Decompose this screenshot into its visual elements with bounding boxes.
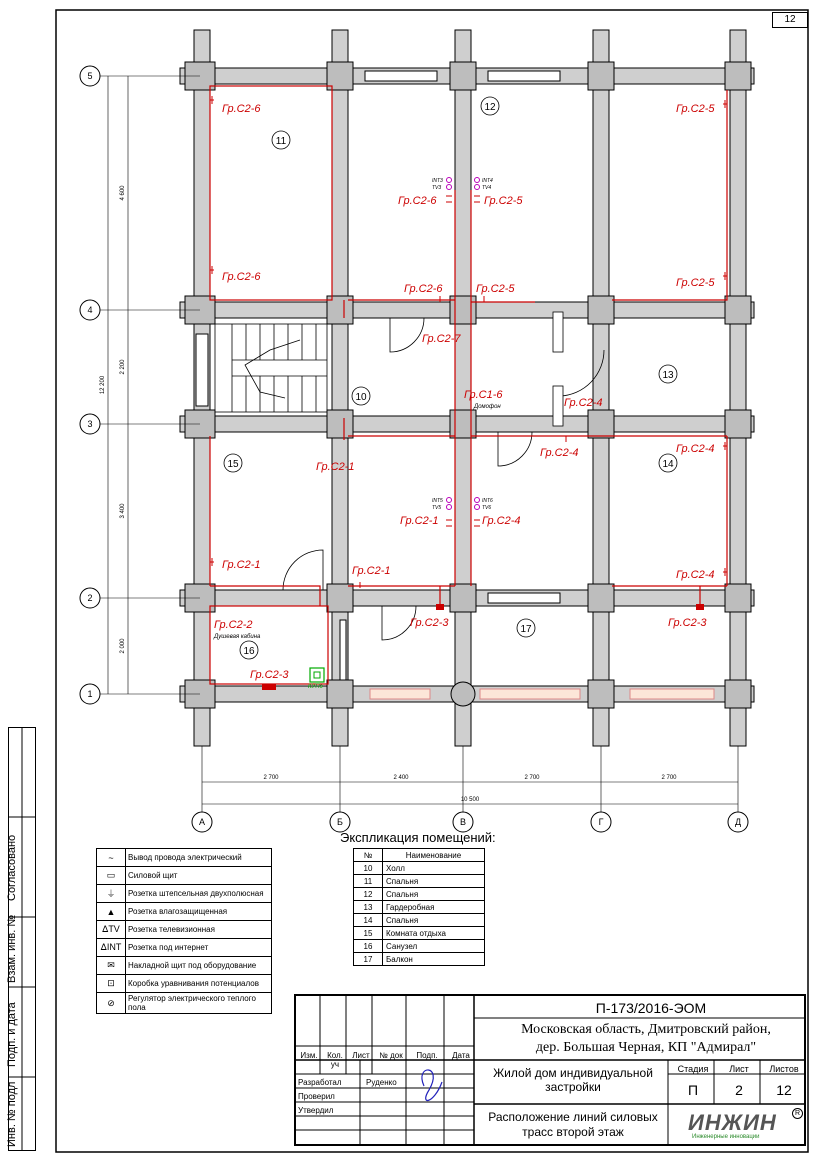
explication-row xyxy=(354,940,485,953)
power-panel-icon: ▭ xyxy=(97,867,126,885)
label-gr-c2-5-a: Гр.С2-5 xyxy=(676,103,715,115)
role-developer: Разработал xyxy=(298,1078,342,1087)
floor-heating-icon: ⊘ xyxy=(97,993,126,1014)
label-gr-c2-4-d: Гр.С2-4 xyxy=(482,515,521,527)
room-15: 15 xyxy=(227,459,239,470)
room-name-cell: Балкон xyxy=(383,953,485,966)
legend-text: Розетка влагозащищенная xyxy=(126,903,272,921)
address-line-1: Московская область, Дмитровский район, xyxy=(521,1022,771,1037)
legend-text: Розетка штепсельная двухполюсная xyxy=(126,885,272,903)
legend-text: Розетка под интернет xyxy=(126,939,272,957)
label-int4: INT4 xyxy=(482,178,493,184)
label-gr-c2-4-a: Гр.С2-4 xyxy=(564,397,603,409)
stage-value: П xyxy=(687,1082,699,1098)
room-14: 14 xyxy=(662,459,674,470)
sheet-value: 2 xyxy=(735,1082,743,1098)
room-number-cell: 14 xyxy=(354,914,383,927)
explication-row xyxy=(354,953,485,966)
dim-h-2: 2 400 xyxy=(393,775,409,781)
dim-h-total: 10 500 xyxy=(460,797,480,803)
sidebar-inv-no: Инв. № подл xyxy=(6,1081,18,1147)
dim-v-4: 2 000 xyxy=(120,638,126,654)
stage-header: Стадия xyxy=(677,1064,709,1074)
explication-row xyxy=(354,888,485,901)
company-logo: ИНЖИН xyxy=(688,1110,777,1135)
legend-text: Регулятор электрического теплого пола xyxy=(126,993,272,1014)
legend-row xyxy=(97,921,272,939)
label-gr-c2-6-d: Гр.С2-6 xyxy=(404,283,443,295)
socket-double-icon: ⏚ xyxy=(97,885,126,903)
internet-socket-icon: ᐃINT xyxy=(97,939,126,957)
dim-v-3: 3 400 xyxy=(120,503,126,519)
label-kup: КУПэ xyxy=(308,684,323,690)
label-gr-c2-1-b: Гр.С2-1 xyxy=(400,515,439,527)
walls xyxy=(180,30,754,746)
axis-row-2: 2 xyxy=(87,593,93,603)
label-tv6: TV6 xyxy=(482,505,492,511)
label-gr-c2-1-c: Гр.С2-1 xyxy=(222,559,261,571)
sheet-number: 12 xyxy=(772,12,808,28)
legend-row xyxy=(97,939,272,957)
label-int5: INT5 xyxy=(432,498,443,504)
tv-socket-icon: ᐃTV xyxy=(97,921,126,939)
stairs xyxy=(215,324,327,412)
label-gr-c2-3-b: Гр.С2-3 xyxy=(410,617,449,629)
room-12: 12 xyxy=(484,102,496,113)
dim-v-1: 4 600 xyxy=(120,185,126,201)
label-gr-c1-6: Гр.С1-6 xyxy=(464,389,503,401)
label-gr-c2-5-d: Гр.С2-5 xyxy=(476,283,515,295)
legend-row xyxy=(97,849,272,867)
dim-v-total: 12 200 xyxy=(100,375,106,395)
room-number-cell: 15 xyxy=(354,927,383,940)
label-shower: Душевая кабина xyxy=(214,634,261,640)
explication-row xyxy=(354,875,485,888)
object-title: Жилой дом индивидуальной застройки xyxy=(493,1066,653,1094)
stamp-header-change: Изм. xyxy=(300,1051,318,1060)
axis-row-3: 3 xyxy=(87,419,93,429)
developer-name: Руденко xyxy=(366,1078,397,1087)
legend-row xyxy=(97,993,272,1014)
label-gr-c2-6-a: Гр.С2-6 xyxy=(222,103,261,115)
room-16: 16 xyxy=(243,646,255,657)
explication-title: Экспликация помещений: xyxy=(340,830,496,845)
axis-row-1: 1 xyxy=(87,689,93,699)
label-gr-c2-3-a: Гр.С2-3 xyxy=(250,669,289,681)
room-10: 10 xyxy=(355,392,367,403)
label-gr-c2-5-b: Гр.С2-5 xyxy=(676,277,715,289)
room-number-cell: 16 xyxy=(354,940,383,953)
legend-row xyxy=(97,903,272,921)
dim-h-3: 2 700 xyxy=(524,775,540,781)
explication-row xyxy=(354,901,485,914)
axis-col-a: А xyxy=(198,817,206,827)
registered-mark: R xyxy=(792,1108,803,1119)
room-name-cell: Спальня xyxy=(383,875,485,888)
legend-row xyxy=(97,885,272,903)
room-name-cell: Гардеробная xyxy=(383,901,485,914)
room-number-cell: 12 xyxy=(354,888,383,901)
explication-header-name: Наименование xyxy=(383,849,485,862)
explication-row xyxy=(354,927,485,940)
company-tagline: Инженерные инновации xyxy=(692,1134,760,1140)
room-name-cell: Холл xyxy=(383,862,485,875)
legend-row xyxy=(97,957,272,975)
axis-row-5: 5 xyxy=(87,71,93,81)
address-line-2: дер. Большая Черная, КП "Адмирал" xyxy=(535,1040,757,1055)
stamp-header-count: Кол. уч xyxy=(327,1051,343,1069)
sheets-value: 12 xyxy=(776,1082,792,1098)
drawing-title: Расположение линий силовых трасс второй этаж xyxy=(488,1110,658,1139)
legend-text: Силовой щит xyxy=(126,867,272,885)
label-gr-c2-2: Гр.С2-2 xyxy=(214,619,253,631)
stamp-header-sheet: Лист xyxy=(352,1051,370,1060)
sheet-header: Лист xyxy=(729,1064,749,1074)
dim-v-2: 2 200 xyxy=(120,359,126,375)
axis-col-d: Д xyxy=(734,817,742,827)
label-gr-c2-5-c: Гр.С2-5 xyxy=(484,195,523,207)
room-name-cell: Спальня xyxy=(383,914,485,927)
label-int6: INT6 xyxy=(482,498,493,504)
room-number-cell: 17 xyxy=(354,953,383,966)
role-checker: Проверил xyxy=(298,1092,335,1101)
stamp-header-sign: Подп. xyxy=(416,1051,438,1060)
room-name-cell: Санузел xyxy=(383,940,485,953)
sidebar-sign-date: Подп. и дата xyxy=(6,1002,18,1067)
equalization-box-icon: ⊡ xyxy=(97,975,126,993)
label-gr-c2-6-b: Гр.С2-6 xyxy=(222,271,261,283)
legend-row xyxy=(97,975,272,993)
room-number-cell: 13 xyxy=(354,901,383,914)
explication-row xyxy=(354,914,485,927)
explication-header-no: № xyxy=(354,849,383,862)
label-gr-c2-1-a: Гр.С2-1 xyxy=(316,461,355,473)
axis-col-v: В xyxy=(459,817,467,827)
title-block xyxy=(294,994,806,1146)
axis-col-g: Г xyxy=(598,817,604,827)
legend-row xyxy=(97,867,272,885)
legend-text: Накладной щит под оборудование xyxy=(126,957,272,975)
sidebar-replace-inv: Взам. инв. № xyxy=(6,914,18,983)
room-name-cell: Комната отдыха xyxy=(383,927,485,940)
room-11: 11 xyxy=(275,136,287,147)
label-gr-c2-4-b: Гр.С2-4 xyxy=(540,447,579,459)
socket-waterproof-icon: ▲ xyxy=(97,903,126,921)
approval-sidebar xyxy=(8,727,36,1151)
surface-panel-icon: ✉ xyxy=(97,957,126,975)
label-gr-c2-4-e: Гр.С2-4 xyxy=(676,569,715,581)
room-number-cell: 11 xyxy=(354,875,383,888)
label-gr-c2-7: Гр.С2-7 xyxy=(422,333,461,345)
stamp-header-doc: № док xyxy=(379,1051,403,1060)
label-tv5: TV5 xyxy=(432,505,442,511)
label-gr-c2-4-c: Гр.С2-4 xyxy=(676,443,715,455)
legend-table xyxy=(96,848,272,1014)
legend-text: Вывод провода электрический xyxy=(126,849,272,867)
room-13: 13 xyxy=(662,370,674,381)
label-tv3: TV3 xyxy=(432,185,442,191)
label-domofon: Домофон xyxy=(474,404,501,410)
label-gr-c2-6-c: Гр.С2-6 xyxy=(398,195,437,207)
explication-row xyxy=(354,862,485,875)
role-approver: Утвердил xyxy=(298,1106,334,1115)
stamp-header-date: Дата xyxy=(452,1051,470,1060)
label-tv4: TV4 xyxy=(482,185,492,191)
label-int3: INT3 xyxy=(432,178,443,184)
axis-col-b: Б xyxy=(337,817,343,827)
legend-text: Коробка уравнивания потенциалов xyxy=(126,975,272,993)
room-number-cell: 10 xyxy=(354,862,383,875)
sheets-header: Листов xyxy=(769,1064,799,1074)
dim-h-4: 2 700 xyxy=(661,775,677,781)
explication-table xyxy=(353,848,485,966)
label-gr-c2-3-c: Гр.С2-3 xyxy=(668,617,707,629)
label-gr-c2-1-d: Гр.С2-1 xyxy=(352,565,391,577)
room-17: 17 xyxy=(520,624,532,635)
wire-outlet-icon: ~ xyxy=(97,849,126,867)
axis-row-4: 4 xyxy=(87,305,93,315)
sidebar-agreed: Согласовано xyxy=(6,834,18,901)
document-code: П-173/2016-ЭОМ xyxy=(595,1000,707,1016)
legend-text: Розетка телевизионная xyxy=(126,921,272,939)
dim-h-1: 2 700 xyxy=(263,775,279,781)
room-name-cell: Спальня xyxy=(383,888,485,901)
